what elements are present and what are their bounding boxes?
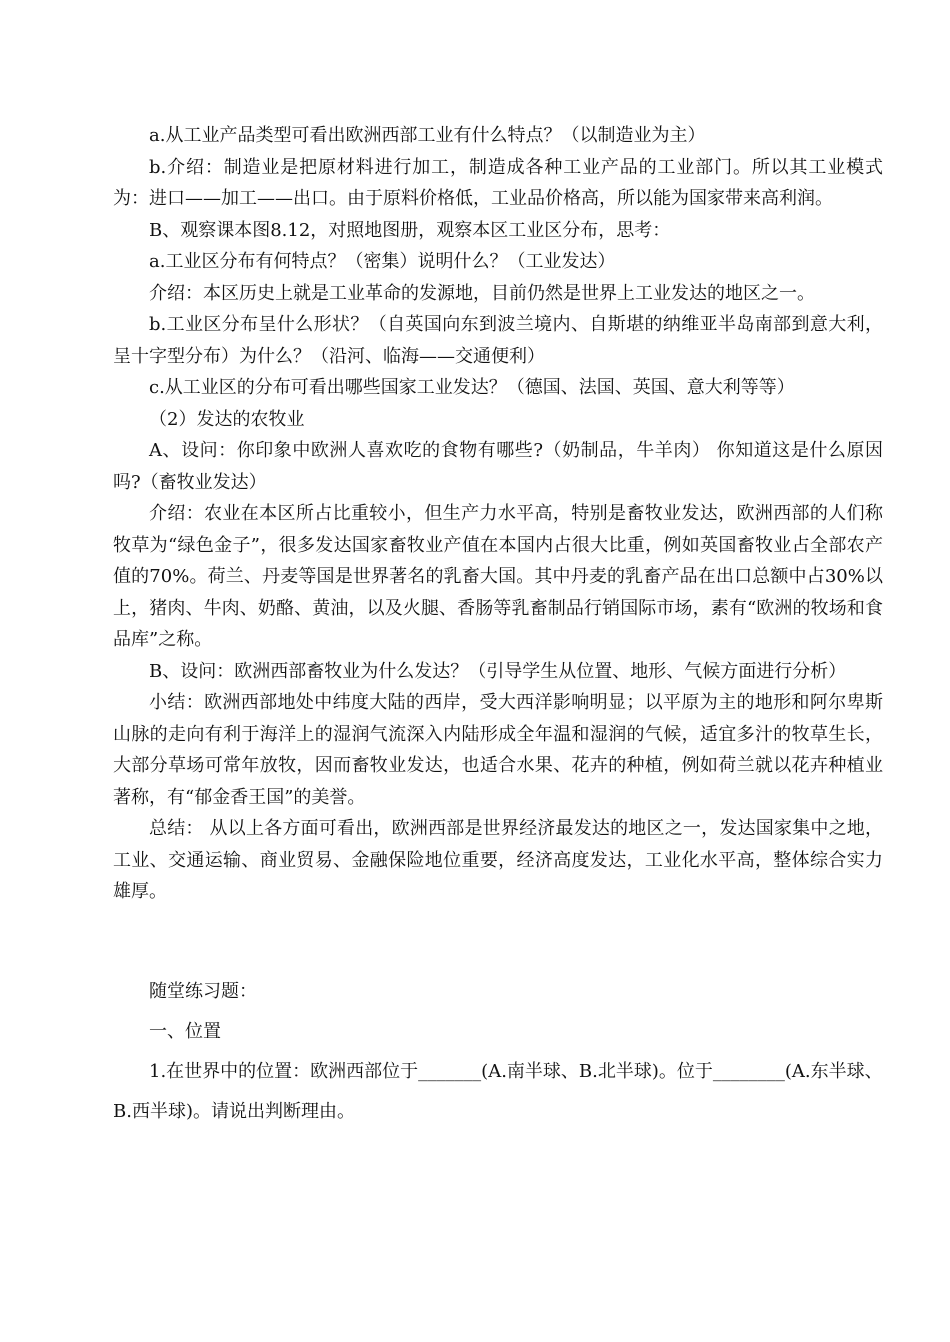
lesson-paragraph: b.介绍：制造业是把原材料进行加工，制造成各种工业产品的工业部门。所以其工业模式为：进口——加工——出口。由于原料价格低，工业品价格高，所以能为国家带来高利润。 — [113, 156, 883, 209]
exercise-title: 随堂练习题： — [149, 980, 257, 1002]
lesson-paragraph: 介绍：农业在本区所占比重较小，但生产力水平高，特别是畜牧业发达，欧洲西部的人们称牧草为“绿色金子”，很多发达国家畜牧业产值在本国内占很大比重，例如英国畜牧业占全部农产值的70%。荷兰、丹麦等国是世界著名的乳畜大国。其中丹麦的乳畜产品在出口总额中占30%以上，猪肉、牛肉、奶酪、黄油，以及火腿、香肠等乳畜制品行销国际市场，素有“欧洲的牧场和食品库”之称。 — [113, 503, 883, 650]
lesson-paragraph: b.工业区分布呈什么形状？（自英国向东到波兰境内、自斯堪的纳维亚半岛南部到意大利，呈十字型分布）为什么？（沿河、临海——交通便利） — [113, 314, 883, 367]
lesson-paragraph: c.从工业区的分布可看出哪些国家工业发达？（德国、法国、英国、意大利等等） — [149, 377, 795, 398]
lesson-paragraph: B、设问：欧洲西部畜牧业为什么发达？（引导学生从位置、地形、气候方面进行分析） — [149, 660, 847, 682]
lesson-paragraph: a.从工业产品类型可看出欧洲西部工业有什么特点？（以制造业为主） — [149, 125, 706, 146]
exercise-section: 一、位置 — [149, 1020, 221, 1042]
spacer — [113, 908, 883, 972]
section-heading: （2）发达的农牧业 — [149, 408, 305, 430]
exercise-question: 1.在世界中的位置：欧洲西部位于_______(A.南半球、B.北半球)。位于________(A.东半球、B.西半球)。请说出判断理由。 — [113, 1060, 883, 1122]
lesson-paragraph: B、观察课本图8.12，对照地图册，观察本区工业区分布，思考： — [149, 219, 671, 241]
lesson-paragraph: A、设问：你印象中欧洲人喜欢吃的食物有哪些?（奶制品，牛羊肉） 你知道这是什么原因吗?（畜牧业发达） — [113, 440, 883, 493]
page-content — [113, 120, 883, 1132]
lesson-paragraph: 小结：欧洲西部地处中纬度大陆的西岸，受大西洋影响明显；以平原为主的地形和阿尔卑斯山脉的走向有利于海洋上的湿润气流深入内陆形成全年温和湿润的气候，适宜多汁的牧草生长，大部分草场可常年放牧，因而畜牧业发达，也适合水果、花卉的种植，例如荷兰就以花卉种植业著称，有“郁金香王国”的美誉。 — [113, 692, 883, 808]
lesson-paragraph: 介绍：本区历史上就是工业革命的发源地，目前仍然是世界上工业发达的地区之一。 — [149, 282, 815, 304]
lesson-paragraph: 总结： 从以上各方面可看出，欧洲西部是世界经济最发达的地区之一，发达国家集中之地，工业、交通运输、商业贸易、金融保险地位重要，经济高度发达，工业化水平高，整体综合实力雄厚。 — [113, 818, 883, 902]
lesson-paragraph: a.工业区分布有何特点？（密集）说明什么？（工业发达） — [149, 251, 616, 272]
